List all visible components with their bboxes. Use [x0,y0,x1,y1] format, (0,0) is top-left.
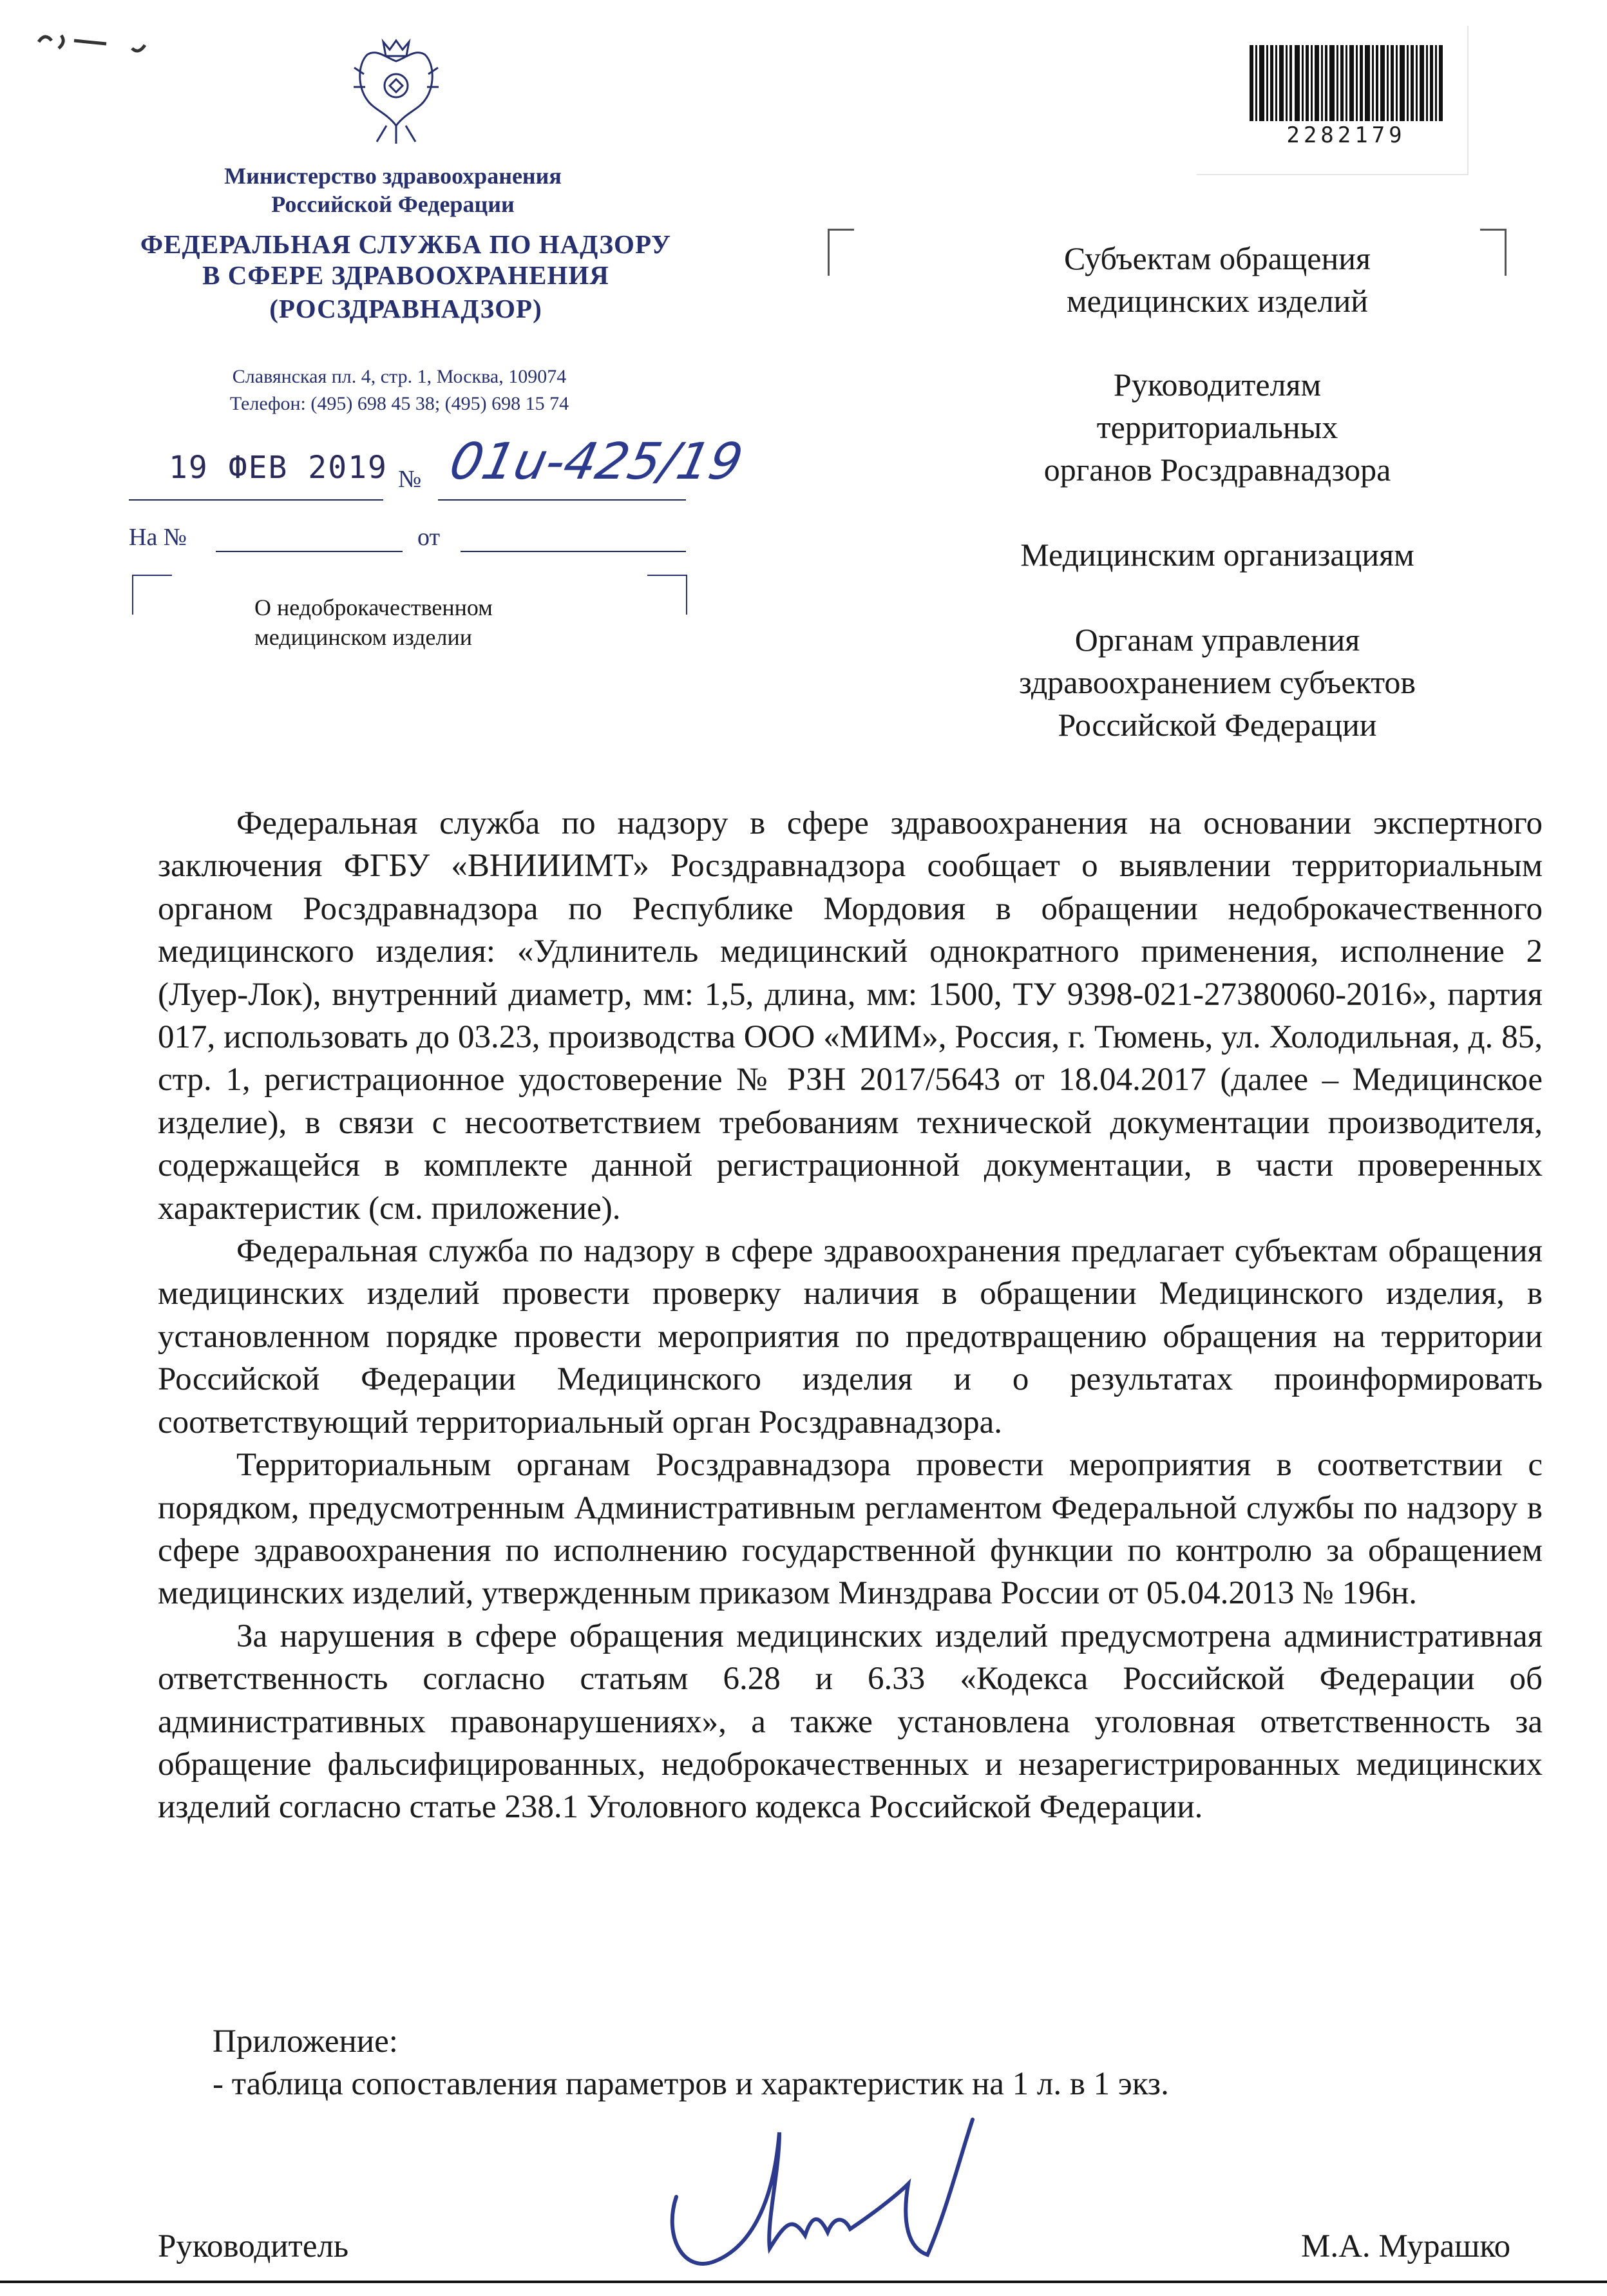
number-label: № [398,466,422,493]
number-underline [438,499,686,501]
letter-subject: О недоброкачественном [254,595,493,620]
barcode-number: 2282179 [1286,122,1406,148]
signatory-title: Руководитель [158,2228,349,2264]
handwritten-number: 01u-425/19 [444,433,748,491]
letter-subject-line2: медицинском изделии [254,624,473,650]
addressee-health-authorities: Органам управления здравоохранением субъектов Российской Федерации [1018,622,1416,743]
subject-bracket-left [132,575,172,615]
ref-number-label: На № [129,524,187,551]
addressee-territorial-heads: Руководителям территориальных органов Росздравнадзора [1043,367,1391,488]
addressee-medical-organizations: Медицинским организациям [1020,537,1414,573]
appendix-title: Приложение: [213,2023,398,2060]
addressee-bracket-left [828,229,854,276]
date-underline [129,499,383,501]
service-name-line2: В СФЕРЕ ЗДРАВООХРАНЕНИЯ [202,260,609,290]
body-paragraph-3: Территориальным органам Росздравнадзора провести мероприятия в соответствии с порядком, предусмотренным Административным регламентом Федеральной службы по надзору в сфере здравоохранения по исполнению государственной функции по контролю за обращением медицинских изделий, утвержденным приказом Минздрава России от 05.04.2013 № 196н. [158,1447,1543,1612]
appendix-item: - таблица сопоставления параметров и характеристик на 1 л. в 1 экз. [213,2066,1169,2102]
ref-date-label: от [417,524,441,551]
body-paragraph-2: Федеральная служба по надзору в сфере здравоохранения предлагает субъектам обращения медицинских изделий провести проверку наличия в обращении Медицинского изделия, в установленном порядке провести мероприятия по предотвращению обращения на территории Российской Федерации Медицинского изделия и о результатах проинформировать соответствующий территориальный орган Росздравнадзора. [158,1233,1543,1440]
signatory-name: М.А. Мурашко [1301,2228,1511,2264]
coat-of-arms-icon [351,35,441,145]
ref-date-line [461,551,686,552]
date-stamp: 19 ФЕВ 2019 [169,450,388,486]
letter-body [158,802,1543,1829]
ministry-name-line2: Российской Федерации [271,191,515,217]
scan-mark [35,23,164,61]
address: Славянская пл. 4, стр. 1, Москва, 109074 [232,366,567,387]
signature [657,2094,992,2287]
service-abbreviation: (РОСЗДРАВНАДЗОР) [269,294,542,323]
scan-border-line [0,2281,1607,2283]
ministry-name: Министерство здравоохранения [224,163,562,189]
subject-bracket-right [647,575,687,615]
ref-number-line [216,551,403,552]
barcode-icon [1250,45,1443,121]
service-name: ФЕДЕРАЛЬНАЯ СЛУЖБА ПО НАДЗОРУ [140,229,672,259]
phone: Телефон: (495) 698 45 38; (495) 698 15 74 [229,393,569,414]
body-paragraph-4: За нарушения в сфере обращения медицинских изделий предусмотрена административная ответственность согласно статьям 6.28 и 6.33 «Кодекса Российской Федерации об административных правонарушениях», а также установлена уголовная ответственность за обращение фальсифицированных, недоброкачественных и незарегистрированных медицинских изделий согласно статье 238.1 Уголовного кодекса Российской Федерации. [158,1618,1543,1826]
addressee-circulation-subjects: Субъектам обращения медицинских изделий [1064,240,1371,319]
body-paragraph-1: Федеральная служба по надзору в сфере здравоохранения на основании экспертного заключения ФГБУ «ВНИИИМТ» Росздравнадзора сообщает о выявлении территориальным органом Росздравнадзора по Республике Мордовия в обращении недоброкачественного медицинского изделия: «Удлинитель медицинский однократного применения, исполнение 2 (Луер-Лок), внутренний диаметр, мм: 1,5, длина, мм: 1500, ТУ 9398-021-27380060-2016», партия 017, использовать до 03.23, производства ООО «МИМ», Россия, г. Тюмень, ул. Холодильная, д. 85, стр. 1, регистрационное удостоверение № РЗН 2017/5643 от 18.04.2017 (далее – Медицинское изделие), в связи с несоответствием требованиям технической документации производителя, содержащейся в комплекте данной регистрационной документации, в части проверенных характеристик (см. приложение). [158,805,1543,1227]
